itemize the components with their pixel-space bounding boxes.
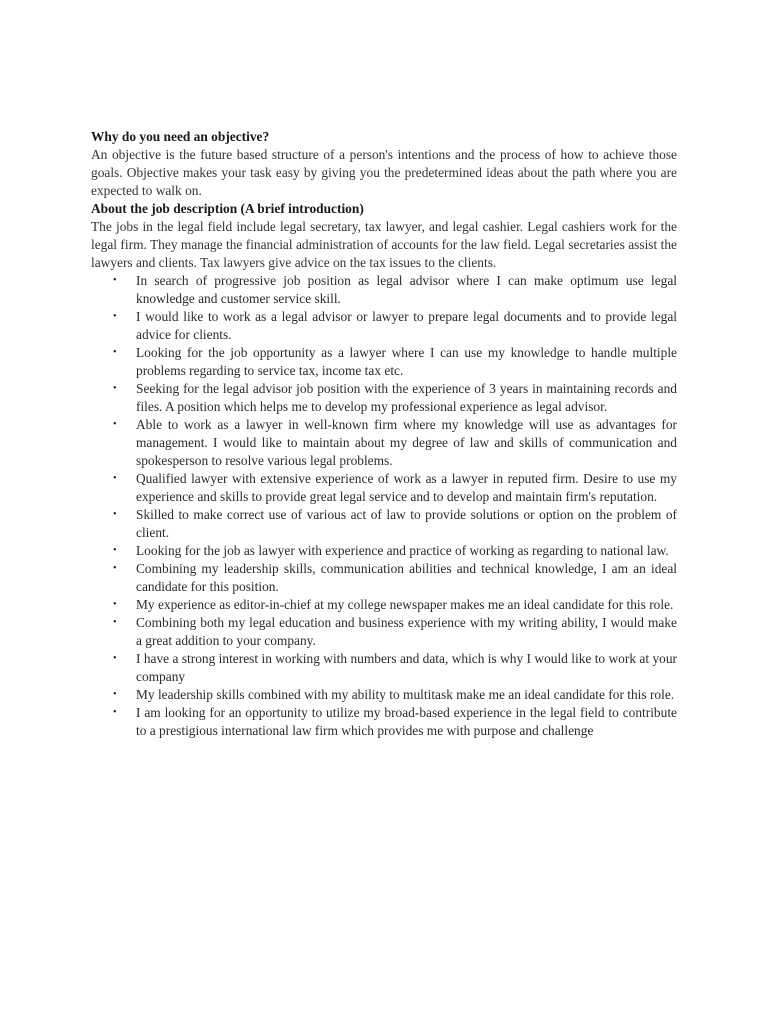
bullet-icon: •: [113, 653, 117, 664]
bullet-icon: •: [113, 689, 117, 700]
list-item-text: Combining both my legal education and business experience with my writing ability, I would make a great addition to your company.: [136, 615, 677, 648]
bullet-icon: •: [113, 707, 117, 718]
bullet-icon: •: [113, 347, 117, 358]
list-item-text: Seeking for the legal advisor job position with the experience of 3 years in maintaining records and files. A position which helps me to develop my professional experience as legal advisor.: [136, 381, 677, 414]
bullet-icon: •: [113, 383, 117, 394]
list-item: [91, 308, 677, 344]
list-item: [91, 704, 677, 740]
bullet-icon: •: [113, 311, 117, 322]
list-item: [91, 272, 677, 308]
section-heading-objective: Why do you need an objective?: [91, 129, 270, 144]
section-heading-job-description: About the job description (A brief introduction): [91, 201, 364, 216]
bullet-icon: •: [113, 473, 117, 484]
bullet-icon: •: [113, 545, 117, 556]
list-item: [91, 560, 677, 596]
bullet-icon: •: [113, 419, 117, 430]
list-item-text: I am looking for an opportunity to utilize my broad-based experience in the legal field to contribute to a prestigious international law firm which provides me with purpose and challenge: [136, 705, 677, 738]
list-item-text: Looking for the job opportunity as a lawyer where I can use my knowledge to handle multiple problems regarding to service tax, income tax etc.: [136, 345, 677, 378]
objective-bullet-list: [91, 272, 677, 740]
list-item: [91, 506, 677, 542]
bullet-icon: •: [113, 509, 117, 520]
list-item-text: My experience as editor-in-chief at my college newspaper makes me an ideal candidate for this role.: [136, 597, 674, 612]
list-item-text: My leadership skills combined with my ability to multitask make me an ideal candidate for this role.: [136, 687, 675, 702]
bullet-icon: •: [113, 275, 117, 286]
list-item-text: I have a strong interest in working with numbers and data, which is why I would like to work at your company: [136, 651, 677, 684]
list-item: [91, 416, 677, 470]
list-item: [91, 344, 677, 380]
list-item-text: Looking for the job as lawyer with experience and practice of working as regarding to national law.: [136, 543, 669, 558]
section-paragraph-job-description: The jobs in the legal field include legal secretary, tax lawyer, and legal cashier. Legal cashiers work for the legal firm. They manage the financial administration of accounts for the law field. Legal secretaries assist the lawyers and clients. Tax lawyers give advice on the tax issues to the clients.: [91, 219, 677, 270]
list-item: [91, 614, 677, 650]
list-item: [91, 650, 677, 686]
list-item: [91, 470, 677, 506]
list-item-text: In search of progressive job position as legal advisor where I can make optimum use legal knowledge and customer service skill.: [136, 273, 677, 306]
list-item: [91, 380, 677, 416]
list-item: [91, 596, 677, 614]
list-item-text: Able to work as a lawyer in well-known firm where my knowledge will use as advantages for management. I would like to maintain about my degree of law and skills of communication and spokesperson to resolve various legal problems.: [136, 417, 677, 468]
section-paragraph-objective: An objective is the future based structure of a person's intentions and the process of how to achieve those goals. Objective makes your task easy by giving you the predetermined ideas about the path where you are expected to walk on.: [91, 147, 677, 198]
bullet-icon: •: [113, 617, 117, 628]
list-item: [91, 542, 677, 560]
list-item: [91, 686, 677, 704]
list-item-text: Combining my leadership skills, communication abilities and technical knowledge, I am an ideal candidate for this position.: [136, 561, 677, 594]
list-item-text: Skilled to make correct use of various act of law to provide solutions or option on the problem of client.: [136, 507, 677, 540]
list-item-text: I would like to work as a legal advisor or lawyer to prepare legal documents and to provide legal advice for clients.: [136, 309, 677, 342]
list-item-text: Qualified lawyer with extensive experience of work as a lawyer in reputed firm. Desire to use my experience and skills to provide great legal service and to develop and maintain firm's reputation.: [136, 471, 677, 504]
bullet-icon: •: [113, 563, 117, 574]
document-content: [91, 128, 677, 740]
bullet-icon: •: [113, 599, 117, 610]
